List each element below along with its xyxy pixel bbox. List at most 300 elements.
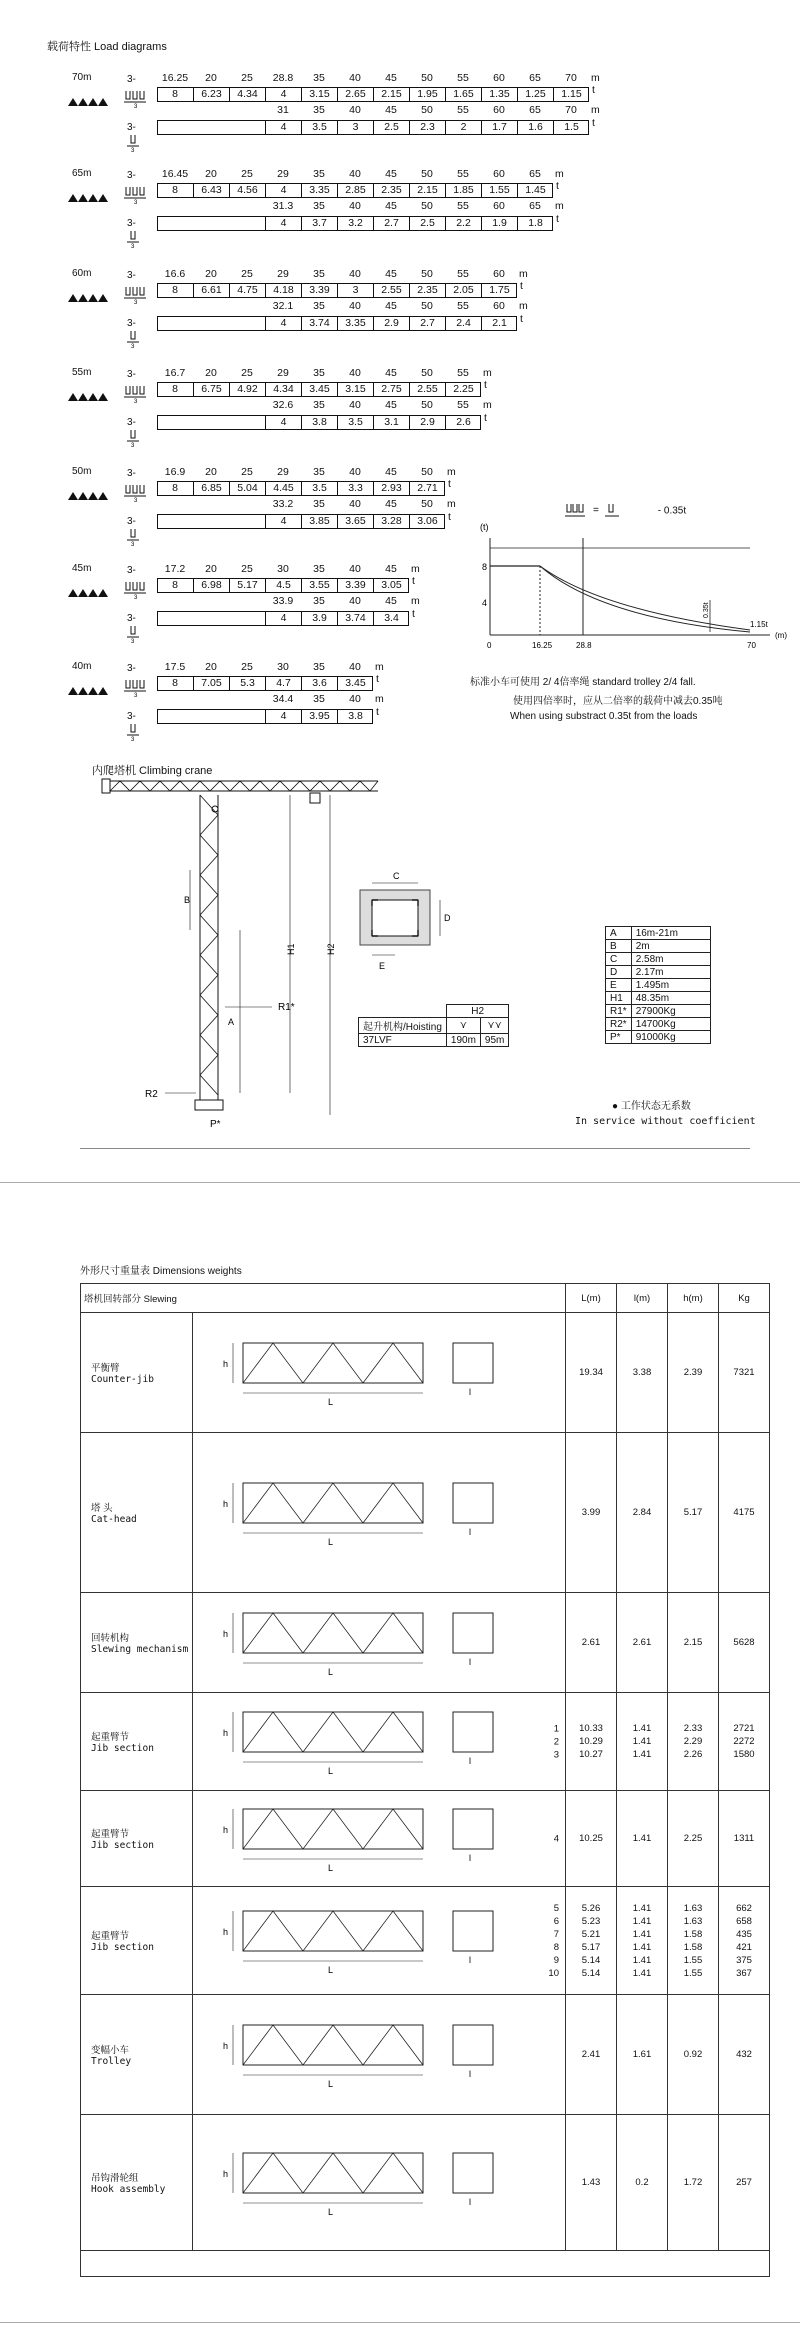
curve-y-unit: (t)	[480, 522, 489, 532]
component-row	[81, 1433, 770, 1593]
distance-value: 33.2	[272, 498, 294, 510]
distance-value: 50	[421, 466, 433, 478]
dim-value: 14700Kg	[631, 1018, 710, 1031]
hoist-label: 起升机构/Hoisting	[359, 1018, 447, 1034]
hoist-model: 37LVF	[359, 1034, 447, 1047]
value-L: 5.17	[581, 1941, 601, 1953]
component-row	[81, 1791, 770, 1887]
distance-value: 35	[313, 466, 325, 478]
y-tick-8: 8	[482, 562, 488, 572]
svg-text:l: l	[469, 2069, 471, 2079]
parts-of-line: 3-	[127, 468, 136, 479]
distance-value: 50	[421, 104, 433, 116]
distance-value: 40	[349, 168, 361, 180]
load-value: 4.7	[265, 676, 301, 691]
value-kg: 658	[736, 1915, 752, 1927]
component-name-cn: 变幅小车	[91, 2045, 130, 2056]
unit-m: m	[411, 563, 420, 575]
value-l: 2.84	[632, 1507, 652, 1518]
load-value: 4	[265, 709, 301, 724]
column-header: l(m)	[617, 1284, 668, 1313]
component-row	[81, 1995, 770, 2115]
dim-key: B	[606, 940, 632, 953]
parts-of-line: 3-	[127, 270, 136, 281]
value-kg: 2721	[733, 1723, 755, 1734]
load-value: 1.45	[517, 183, 553, 198]
dim-key: R2*	[606, 1018, 632, 1031]
component-row	[81, 1693, 770, 1791]
distance-value: 40	[349, 399, 361, 411]
svg-text:3: 3	[131, 148, 135, 154]
two-fall-hook-icon	[127, 721, 143, 746]
load-value: 2.25	[445, 382, 481, 397]
value-kg: 435	[736, 1928, 752, 1940]
load-value: 3.39	[337, 578, 373, 593]
value-h: 5.17	[683, 1507, 703, 1518]
value-l: 1.41	[632, 1928, 652, 1940]
two-fall-hook-icon	[127, 526, 143, 551]
distance-value: 32.1	[272, 300, 294, 312]
column-header: h(m)	[668, 1284, 719, 1313]
jib-length-label: 65m	[72, 168, 92, 179]
unit-m: m	[591, 104, 600, 116]
unit-m: m	[519, 300, 528, 312]
load-value: 8	[172, 184, 178, 196]
dim-value: 1.495m	[631, 979, 710, 992]
svg-text:L: L	[328, 2079, 334, 2089]
value-l: 1.41	[632, 1902, 652, 1914]
load-value: 1.95	[409, 87, 445, 102]
distance-value: 35	[313, 367, 325, 379]
load-value: 2.75	[373, 382, 409, 397]
value-l: 0.2	[635, 2177, 649, 2188]
load-value: 4.18	[265, 283, 301, 298]
load-value: 2.05	[445, 283, 481, 298]
load-value: 1.35	[481, 87, 517, 102]
dim-key: D	[606, 966, 632, 979]
load-value: 2.15	[409, 183, 445, 198]
unit-t: t	[520, 313, 523, 325]
load-value: 4	[265, 120, 301, 135]
section-number: 10	[548, 1967, 559, 1979]
distance-value: 50	[421, 399, 433, 411]
value-h: 2.33	[683, 1723, 703, 1734]
distance-value: 35	[313, 661, 325, 673]
parts-of-line: 3-	[127, 417, 136, 428]
hoist-h2-header: H2	[446, 1005, 508, 1018]
curve-eq-text: - 0.35t	[657, 505, 687, 517]
value-kg: 7321	[733, 1367, 755, 1378]
distance-value: 20	[205, 563, 217, 575]
note-in-service-cn: ● 工作状态无系数	[612, 1101, 691, 1112]
load-value: 3.6	[301, 676, 337, 691]
unit-t: t	[556, 180, 559, 192]
distance-value: 32.6	[272, 399, 294, 411]
load-value: 3.28	[373, 514, 409, 529]
value-l: 1.41	[632, 1954, 652, 1966]
component-name-cn: 起重臂节	[91, 1931, 130, 1942]
distance-value: 35	[313, 563, 325, 575]
parts-of-line: 3-	[127, 613, 136, 624]
distance-value: 20	[205, 466, 217, 478]
unit-m: m	[375, 661, 384, 673]
component-name-cell	[81, 1995, 193, 2115]
load-value: 8	[172, 677, 178, 689]
distance-value: 20	[205, 168, 217, 180]
load-value: 3.7	[301, 216, 337, 231]
unit-t: t	[448, 511, 451, 523]
distance-value: 50	[421, 367, 433, 379]
value-kg: 432	[736, 2049, 752, 2060]
divider	[80, 1148, 750, 1149]
load-value: 2.35	[409, 283, 445, 298]
distance-value: 70	[565, 72, 577, 84]
distance-value: 40	[349, 268, 361, 280]
value-kg: 367	[736, 1967, 752, 1979]
distance-value: 45	[385, 595, 397, 607]
distance-value: 70	[565, 104, 577, 116]
distance-value: 35	[313, 595, 325, 607]
dims-weights-title: 外形尺寸重量表 Dimensions weights	[80, 1266, 242, 1277]
dim-row	[606, 1031, 711, 1044]
value-kg: 4175	[733, 1507, 755, 1518]
value-kg: 421	[736, 1941, 752, 1953]
dim-key: H1	[606, 992, 632, 1005]
hoist-v2: 95m	[480, 1034, 508, 1047]
distance-value: 50	[421, 300, 433, 312]
load-value: 3.45	[337, 676, 373, 691]
distance-value: 35	[313, 300, 325, 312]
distance-value: 55	[457, 399, 469, 411]
distance-value: 40	[349, 498, 361, 510]
distance-value: 33.9	[272, 595, 294, 607]
unit-t: t	[556, 213, 559, 225]
section-number: 3	[553, 1749, 559, 1760]
load-value: 4	[265, 415, 301, 430]
value-L: 10.25	[579, 1833, 603, 1844]
distance-value: 40	[349, 661, 361, 673]
jib-icon	[68, 290, 108, 308]
component-name-cn: 塔 头	[91, 1503, 113, 1514]
distance-value: 25	[241, 72, 253, 84]
section-number: 7	[553, 1928, 559, 1940]
load-value: 3.8	[301, 415, 337, 430]
value-L: 5.14	[581, 1954, 601, 1966]
svg-text:3: 3	[131, 443, 135, 449]
value-L: 5.26	[581, 1902, 601, 1914]
two-fall-hook-icon	[127, 427, 143, 452]
dim-key: E	[606, 979, 632, 992]
svg-text:h: h	[223, 1728, 229, 1738]
svg-text:=: =	[593, 505, 599, 516]
distance-value: 60	[493, 300, 505, 312]
jib-icon	[68, 94, 108, 112]
load-value: 3	[337, 120, 373, 135]
climbing-H1-label: H1	[286, 943, 296, 955]
svg-text:3: 3	[131, 639, 135, 645]
load-value: 8	[172, 383, 178, 395]
load-value: 3.5	[301, 481, 337, 496]
distance-value: 40	[349, 693, 361, 705]
svg-text:l: l	[469, 1657, 471, 1667]
value-kg: 375	[736, 1954, 752, 1966]
load-value: 3.15	[301, 87, 337, 102]
distance-value: 20	[205, 268, 217, 280]
curve-end-load: 1.15t	[750, 620, 768, 629]
distance-value: 50	[421, 268, 433, 280]
load-value: 4.5	[265, 578, 301, 593]
unit-m: m	[519, 268, 528, 280]
parts-of-line: 3-	[127, 74, 136, 85]
four-fall-hook-icon	[124, 284, 150, 309]
two-fall-hook-icon	[127, 228, 143, 253]
unit-t: t	[376, 706, 379, 718]
value-h: 1.63	[683, 1902, 703, 1914]
page-divider	[0, 1182, 800, 1183]
distance-value: 60	[493, 200, 505, 212]
dim-value: 2.17m	[631, 966, 710, 979]
note-cn-subtract: 使用四倍率时，应从二倍率的载荷中减去0.35吨	[513, 696, 723, 707]
parts-of-line: 3-	[127, 318, 136, 329]
dim-value: 48.35m	[631, 992, 710, 1005]
load-value: 4.92	[229, 382, 265, 397]
note-in-service-en: In service without coefficient	[575, 1116, 756, 1127]
parts-of-line: 3-	[127, 170, 136, 181]
svg-text:3: 3	[131, 737, 135, 743]
unit-t: t	[412, 608, 415, 620]
jib-icon	[68, 190, 108, 208]
four-fall-hook-icon	[124, 383, 150, 408]
svg-text:h: h	[223, 1499, 229, 1509]
load-value: 2.55	[373, 283, 409, 298]
unit-t: t	[484, 379, 487, 391]
svg-text:3: 3	[131, 244, 135, 250]
load-value: 4.56	[229, 183, 265, 198]
four-fall-hook-icon	[124, 482, 150, 507]
svg-text:L: L	[328, 1397, 334, 1407]
component-name-cell	[81, 1313, 193, 1433]
component-name-en: Cat-head	[91, 1514, 137, 1525]
dim-row	[606, 953, 711, 966]
value-L: 5.14	[581, 1967, 601, 1979]
load-value: 2.15	[373, 87, 409, 102]
dim-key: P*	[606, 1031, 632, 1044]
unit-t: t	[376, 673, 379, 685]
four-fall-hook-icon	[124, 184, 150, 209]
climbing-A-label: A	[228, 1017, 235, 1027]
distance-value: 35	[313, 200, 325, 212]
jib-length-label: 60m	[72, 268, 92, 279]
climbing-R1-label: R1*	[278, 1002, 295, 1013]
unit-m: m	[447, 466, 456, 478]
load-value: 3.65	[337, 514, 373, 529]
distance-value: 45	[385, 200, 397, 212]
value-h: 1.58	[683, 1928, 703, 1940]
svg-text:l: l	[469, 1756, 471, 1766]
svg-text:3: 3	[134, 498, 138, 504]
distance-value: 30	[277, 661, 289, 673]
distance-value: 29	[277, 466, 289, 478]
svg-text:3: 3	[134, 693, 138, 699]
distance-value: 28.8	[272, 72, 294, 84]
dim-value: 27900Kg	[631, 1005, 710, 1018]
dim-key: C	[606, 953, 632, 966]
value-h: 1.63	[683, 1915, 703, 1927]
load-value: 3.8	[337, 709, 373, 724]
value-kg: 662	[736, 1902, 752, 1914]
section-title: 塔机回转部分 Slewing	[81, 1284, 566, 1313]
svg-text:L: L	[328, 1863, 334, 1873]
distance-value: 55	[457, 72, 469, 84]
svg-text:L: L	[328, 1766, 334, 1776]
distance-value: 35	[313, 268, 325, 280]
unit-m: m	[411, 595, 420, 607]
svg-text:l: l	[469, 2197, 471, 2207]
distance-value: 45	[385, 300, 397, 312]
distance-value: 17.5	[164, 661, 186, 673]
parts-of-line: 3-	[127, 516, 136, 527]
svg-text:h: h	[223, 1359, 229, 1369]
component-name-en: Jib section	[91, 1743, 154, 1754]
jib-length-label: 40m	[72, 661, 92, 672]
section-number: 4	[553, 1833, 559, 1844]
value-L: 2.61	[581, 1637, 601, 1648]
distance-value: 25	[241, 661, 253, 673]
four-fall-hook-icon	[124, 579, 150, 604]
component-name-cell	[81, 2115, 193, 2251]
load-value: 1.25	[517, 87, 553, 102]
value-h: 1.55	[683, 1967, 703, 1979]
load-value: 2.7	[409, 316, 445, 331]
dim-row	[606, 940, 711, 953]
distance-value: 35	[313, 72, 325, 84]
jib-icon	[68, 488, 108, 506]
dim-key: A	[606, 927, 632, 940]
svg-text:h: h	[223, 2041, 229, 2051]
svg-text:l: l	[469, 1387, 471, 1397]
component-drawing	[193, 1593, 566, 1693]
svg-text:3: 3	[134, 200, 138, 206]
distance-value: 29	[277, 268, 289, 280]
value-h: 2.39	[683, 1367, 703, 1378]
distance-value: 25	[241, 367, 253, 379]
load-value: 4.34	[229, 87, 265, 102]
component-name-en: Jib section	[91, 1840, 154, 1851]
svg-text:3: 3	[134, 595, 138, 601]
two-fall-hook-icon	[127, 328, 143, 353]
hoist-fall2-icon: ⋎	[446, 1018, 480, 1034]
load-value: 7.05	[193, 676, 229, 691]
unit-m: m	[555, 168, 564, 180]
dim-value: 2.58m	[631, 953, 710, 966]
value-h: 0.92	[683, 2049, 703, 2060]
load-value: 6.43	[193, 183, 229, 198]
load-value: 2.9	[373, 316, 409, 331]
component-name-cn: 吊钩滑轮组	[91, 2173, 139, 2184]
column-header: L(m)	[566, 1284, 617, 1313]
distance-value: 60	[493, 268, 505, 280]
load-value: 2.6	[445, 415, 481, 430]
dim-row	[606, 1018, 711, 1031]
distance-value: 16.9	[164, 466, 186, 478]
load-value: 4	[265, 514, 301, 529]
value-L: 3.99	[581, 1507, 601, 1518]
svg-text:h: h	[223, 1927, 229, 1937]
load-value: 2.7	[373, 216, 409, 231]
climbing-dims-table	[605, 926, 711, 1044]
component-name-en: Slewing mechanism	[91, 1644, 189, 1655]
value-L: 5.21	[581, 1928, 601, 1940]
component-name-en: Trolley	[91, 2056, 132, 2067]
distance-value: 55	[457, 268, 469, 280]
distance-value: 35	[313, 399, 325, 411]
load-value: 4	[265, 316, 301, 331]
unit-m: m	[555, 200, 564, 212]
dim-row	[606, 992, 711, 1005]
svg-text:L: L	[328, 2207, 334, 2217]
distance-value: 35	[313, 104, 325, 116]
component-drawing	[193, 1995, 566, 2115]
load-value: 3.74	[337, 611, 373, 626]
note-trolley-fall: 标准小车可使用 2/ 4倍率绳 standard trolley 2/4 fall.	[470, 677, 696, 688]
load-value: 3.35	[337, 316, 373, 331]
distance-value: 55	[457, 168, 469, 180]
distance-value: 25	[241, 563, 253, 575]
value-l: 1.41	[632, 1723, 652, 1734]
value-h: 1.58	[683, 1941, 703, 1953]
jib-icon	[68, 683, 108, 701]
load-diagrams-title: 载荷特性 Load diagrams	[47, 41, 167, 53]
parts-of-line: 3-	[127, 663, 136, 674]
dim-row	[606, 966, 711, 979]
svg-text:l: l	[469, 1955, 471, 1965]
section-number: 1	[553, 1723, 559, 1734]
load-value: 4	[265, 216, 301, 231]
x-tick-28: 28.8	[576, 641, 592, 650]
value-h: 2.15	[683, 1637, 703, 1648]
load-value: 6.23	[193, 87, 229, 102]
component-drawing	[193, 1791, 566, 1887]
distance-value: 35	[313, 498, 325, 510]
value-l: 1.41	[632, 1833, 652, 1844]
value-l: 2.61	[632, 1637, 652, 1648]
distance-value: 20	[205, 367, 217, 379]
load-value: 1.7	[481, 120, 517, 135]
load-value: 8	[172, 482, 178, 494]
load-value: 3.74	[301, 316, 337, 331]
parts-of-line: 3-	[127, 369, 136, 380]
load-value: 4.34	[265, 382, 301, 397]
load-value: 2.5	[373, 120, 409, 135]
load-value: 3.5	[337, 415, 373, 430]
unit-m: m	[483, 367, 492, 379]
distance-value: 31	[277, 104, 289, 116]
dim-row	[606, 1005, 711, 1018]
load-value: 2.9	[409, 415, 445, 430]
climbing-B-label: B	[184, 895, 191, 905]
component-name-cn: 平衡臂	[91, 1363, 120, 1374]
y-tick-4: 4	[482, 598, 488, 608]
unit-t: t	[412, 575, 415, 587]
load-value: 2.1	[481, 316, 517, 331]
value-h: 1.55	[683, 1954, 703, 1966]
unit-m: m	[375, 693, 384, 705]
jib-length-label: 50m	[72, 466, 92, 477]
value-L: 10.33	[579, 1723, 603, 1734]
component-name-cell	[81, 1693, 193, 1791]
load-value: 2.93	[373, 481, 409, 496]
load-value: 1.5	[553, 120, 589, 135]
